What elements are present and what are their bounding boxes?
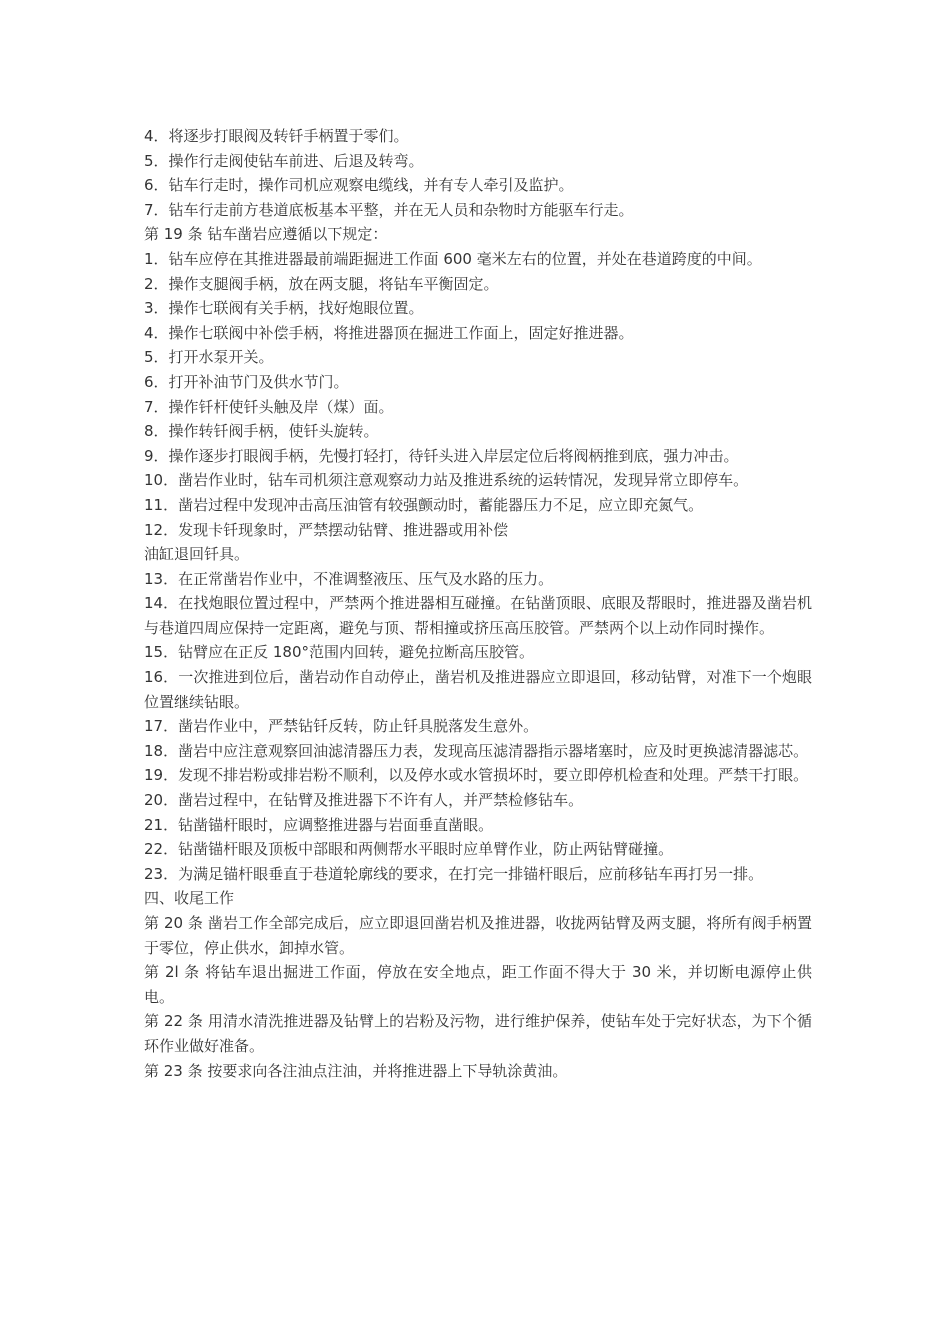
paragraph: 22．钻凿锚杆眼及顶板中部眼和两侧帮水平眼时应单臂作业，防止两钻臂碰撞。 [144, 840, 674, 859]
paragraph: 第 20 条 凿岩工作全部完成后，应立即退回凿岩机及推进器，收拢两钻臂及两支腿，将所有阀手柄置于零位，停止供水，卸掉水管。 [144, 914, 812, 957]
paragraph: 7．钻车行走前方巷道底板基本平整，并在无人员和杂物时方能驱车行走。 [144, 200, 634, 219]
paragraph: 4．将逐步打眼阀及转钎手柄置于零们。 [144, 127, 409, 145]
paragraph: 2．操作支腿阀手柄，放在两支腿，将钻车平衡固定。 [144, 274, 499, 293]
section-article-heading: 第 19 条 钻车凿岩应遵循以下规定： [144, 225, 388, 244]
paragraph: 第 22 条 用清水清洗推进器及钻臂上的岩粉及污物，进行维护保养，使钻车处于完好状态，为下个循环作业做好准备。 [144, 1012, 812, 1055]
paragraph: 1．钻车应停在其推进器最前端距掘进工作面 600 毫米左右的位置，并处在巷道跨度的中间。 [144, 249, 762, 268]
paragraph: 14．在找炮眼位置过程中，严禁两个推进器相互碰撞。在钻凿顶眼、底眼及帮眼时，推进器及凿岩机与巷道四周应保持一定距离，避免与顶、帮相撞或挤压高压胶管。严禁两个以上动作同时操作。 [144, 594, 812, 637]
paragraph: 17．凿岩作业中，严禁钻钎反转，防止钎具脱落发生意外。 [144, 717, 539, 736]
paragraph: 第 23 条 按要求向各注油点注油，并将推进器上下导轨涂黄油。 [144, 1061, 568, 1080]
paragraph: 8．操作转钎阀手柄，使钎头旋转。 [144, 422, 379, 441]
document-body [144, 124, 812, 1083]
paragraph: 第 2l 条 将钻车退出掘进工作面，停放在安全地点，距工作面不得大于 30 米，并切断电源停止供电。 [144, 963, 812, 1006]
paragraph: 19．发现不排岩粉或排岩粉不顺利，以及停水或水管损坏时，要立即停机检查和处理。严禁干打眼。 [144, 766, 809, 785]
paragraph: 油缸退回钎具。 [144, 545, 250, 564]
paragraph: 4．操作七联阀中补偿手柄，将推进器顶在掘进工作面上，固定好推进器。 [144, 323, 634, 342]
paragraph: 13．在正常凿岩作业中，不准调整液压、压气及水路的压力。 [144, 569, 554, 588]
paragraph: 20．凿岩过程中，在钻臂及推进器下不许有人，并严禁检修钻车。 [144, 791, 584, 810]
paragraph: 11．凿岩过程中发现冲击高压油管有较强颤动时，蓄能器压力不足，应立即充氮气。 [144, 495, 704, 514]
paragraph: 9．操作逐步打眼阀手柄，先慢打轻打，待钎头进入岸层定位后将阀柄推到底，强力冲击。 [144, 446, 739, 465]
paragraph: 10．凿岩作业时，钻车司机须注意观察动力站及推进系统的运转情况，发现异常立即停车。 [144, 471, 749, 490]
paragraph: 6．打开补油节门及供水节门。 [144, 372, 349, 391]
paragraph: 6．钻车行走时，操作司机应观察电缆线，并有专人牵引及监护。 [144, 176, 574, 195]
paragraph: 5．操作行走阀使钻车前进、后退及转弯。 [144, 151, 424, 170]
paragraph: 3．操作七联阀有关手柄，找好炮眼位置。 [144, 299, 424, 318]
paragraph: 16．一次推进到位后，凿岩动作自动停止，凿岩机及推进器应立即退回，移动钻臂，对准下一个炮眼位置继续钻眼。 [144, 668, 812, 711]
paragraph: 18．凿岩中应注意观察回油滤清器压力表，发现高压滤清器指示器堵塞时，应及时更换滤清器滤芯。 [144, 741, 809, 760]
paragraph: 15．钻臂应在正反 180°范围内回转，避免拉断高压胶管。 [144, 643, 534, 662]
paragraph: 5．打开水泵开关。 [144, 348, 274, 367]
section-heading: 四、收尾工作 [144, 889, 235, 908]
paragraph: 21．钻凿锚杆眼时，应调整推进器与岩面垂直凿眼。 [144, 815, 494, 834]
paragraph: 23．为满足锚杆眼垂直于巷道轮廓线的要求，在打完一排锚杆眼后，应前移钻车再打另一排。 [144, 864, 764, 883]
paragraph: 7．操作钎杆使钎头触及岸（煤）面。 [144, 397, 394, 416]
paragraph: 12．发现卡钎现象时，严禁摆动钻臂、推进器或用补偿 [144, 520, 509, 539]
